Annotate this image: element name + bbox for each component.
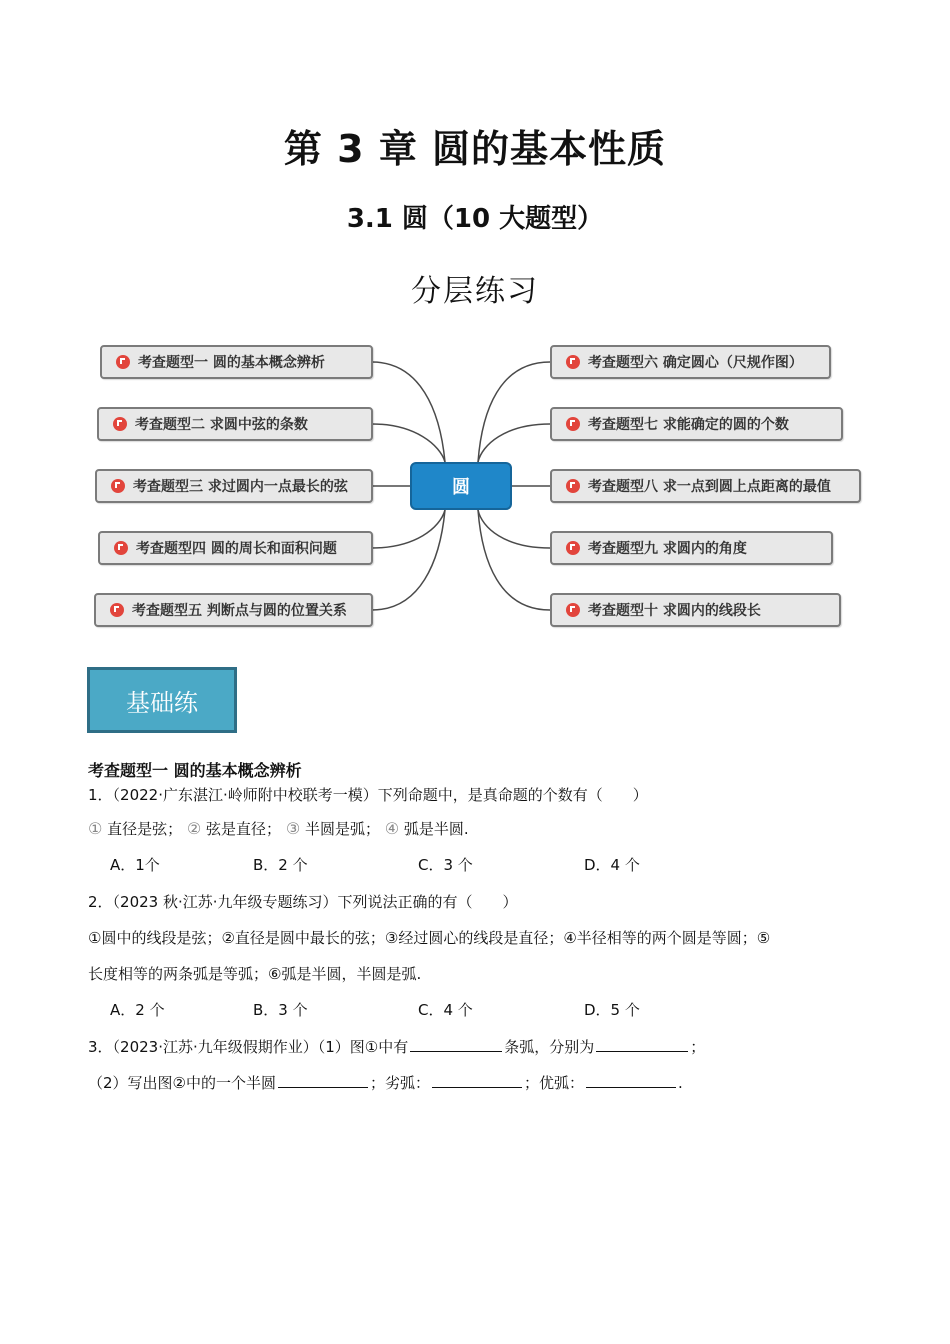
flag-icon [114, 541, 128, 555]
section-heading: 考查题型一 圆的基本概念辨析 [88, 761, 302, 780]
q1-statement-3: 半圆是弧； [304, 820, 380, 838]
answer-blank[interactable] [278, 1073, 368, 1088]
flag-icon [111, 479, 125, 493]
flag-icon [110, 603, 124, 617]
flag-icon [116, 355, 130, 369]
mindmap-node-left-1: 考查题型一 圆的基本概念辨析 [100, 345, 373, 379]
connector-right-1 [478, 362, 550, 462]
q1-option-c: C．3 个 [418, 856, 473, 874]
q1-statement-4: 弧是半圆. [403, 820, 469, 838]
q3-text-3: ； [690, 1038, 706, 1056]
connector-left-4 [372, 510, 445, 548]
q1-option-d: D．4 个 [584, 856, 640, 874]
q2-option-c: C．4 个 [418, 1001, 473, 1019]
connector-right-5 [478, 510, 550, 610]
q1-statements [88, 818, 469, 839]
q2-option-d: D．5 个 [584, 1001, 640, 1019]
q1-stem: 1．（2022·广东湛江·岭师附中校联考一模）下列命题中，是真命题的个数有（ ） [88, 786, 648, 804]
q1-option-b: B．2 个 [253, 856, 308, 874]
mindmap-node-right-2: 考查题型七 求能确定的圆的个数 [550, 407, 843, 441]
connector-left-5 [372, 510, 445, 610]
answer-blank[interactable] [410, 1037, 502, 1052]
answer-blank[interactable] [432, 1073, 522, 1088]
answer-blank[interactable] [586, 1073, 676, 1088]
subtitle: 分层练习 [411, 274, 539, 309]
q3-line-1 [88, 1036, 705, 1057]
mindmap-node-right-3: 考查题型八 求一点到圆上点距离的最值 [550, 469, 861, 503]
q2-stem: 2．（2023 秋·江苏·九年级专题练习）下列说法正确的有（ ） [88, 893, 518, 911]
mindmap-node-left-2: 考查题型二 求圆中弦的条数 [97, 407, 373, 441]
q1-statement-2: 弦是直径； [206, 820, 282, 838]
section-title: 3.1 圆（10 大题型） [346, 204, 604, 234]
basic-practice-label: 基础练 [87, 667, 237, 733]
q3-text-6: ；优弧： [524, 1074, 585, 1092]
mindmap-node-left-4: 考查题型四 圆的周长和面积问题 [98, 531, 373, 565]
connector-right-4 [478, 510, 550, 548]
chapter-title: 第 3 章 圆的基本性质 [283, 127, 667, 171]
answer-blank[interactable] [596, 1037, 688, 1052]
q1-marker-3: ③ [285, 819, 301, 838]
q1-marker-1: ① [88, 819, 103, 838]
q3-text-4: （2）写出图②中的一个半圆 [88, 1074, 276, 1092]
q1-statement-1: 直径是弦； [107, 820, 183, 838]
q3-text-1: 3．（2023·江苏·九年级假期作业）（1）图①中有 [88, 1038, 409, 1056]
q1-option-a: A．1个 [110, 856, 160, 874]
connector-left-1 [372, 362, 445, 462]
q3-text-7: . [678, 1074, 683, 1092]
mindmap-node-left-3: 考查题型三 求过圆内一点最长的弦 [95, 469, 373, 503]
flag-icon [566, 603, 580, 617]
q2-option-b: B．3 个 [253, 1001, 308, 1019]
q2-line-2: 长度相等的两条弧是等弧；⑥弧是半圆，半圆是弧. [88, 965, 422, 983]
q3-text-2: 条弧，分别为 [504, 1038, 595, 1056]
mindmap-node-right-1: 考查题型六 确定圆心（尺规作图） [550, 345, 831, 379]
mindmap-center-node: 圆 [410, 462, 512, 510]
flag-icon [113, 417, 127, 431]
connector-right-2 [478, 424, 550, 462]
flag-icon [566, 479, 580, 493]
flag-icon [566, 417, 580, 431]
flag-icon [566, 541, 580, 555]
q2-option-a: A．2 个 [110, 1001, 165, 1019]
q2-line-1: ①圆中的线段是弦；②直径是圆中最长的弦；③经过圆心的线段是直径；④半径相等的两个圆是等圆；⑤ [88, 929, 771, 947]
mindmap-node-left-5: 考查题型五 判断点与圆的位置关系 [94, 593, 373, 627]
q1-marker-4: ④ [384, 819, 400, 838]
mindmap-node-right-4: 考查题型九 求圆内的角度 [550, 531, 833, 565]
q3-text-5: ；劣弧： [370, 1074, 431, 1092]
q1-marker-2: ② [186, 819, 202, 838]
mindmap-node-right-5: 考查题型十 求圆内的线段长 [550, 593, 841, 627]
flag-icon [566, 355, 580, 369]
q3-line-2 [88, 1072, 683, 1093]
connector-left-2 [372, 424, 445, 462]
